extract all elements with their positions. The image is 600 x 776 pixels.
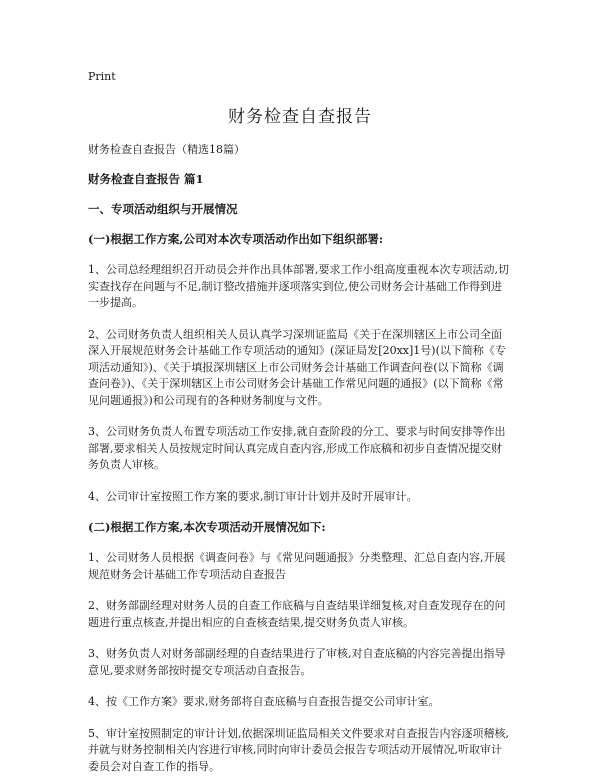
document-subtitle: 财务检查自查报告（精选18篇） xyxy=(88,143,245,156)
print-label: Print xyxy=(88,70,116,83)
heading-activity-progress: (二)根据工作方案,本次专项活动开展情况如下: xyxy=(88,520,326,534)
paragraph: 1、公司总经理组织召开动员会并作出具体部署,要求工作小组高度重视本次专项活动,切实查找存在问题与不足,制订整改措施并逐项落实到位,使公司财务会计基础工作得到进一步提高。 xyxy=(88,263,509,309)
document-title: 财务检查自查报告 xyxy=(228,107,372,127)
section-title: 财务检查自查报告 篇1 xyxy=(88,172,204,186)
heading-organization-deployment: (一)根据工作方案,公司对本次专项活动作出如下组织部署: xyxy=(88,232,384,246)
paragraph: 2、公司财务负责人组织相关人员认真学习深圳证监局《关于在深圳辖区上市公司全面深入开展规范财务会计基础工作专项活动的通知》(深证局发[20xx]1号)(以下简称《专项活动通知》)、《关于填报深圳辖区上市公司财务会计基础工作调查问卷(以下简称《调查问卷》)、《关于深圳辖区上市公司财务会计基础工作常见问题的通报》(以下简称《常见问题通报》)和公司现有的各种财务制度与文件。 xyxy=(88,327,506,407)
paragraph: 4、按《工作方案》要求,财务部将自查底稿与自查报告提交公司审计室。 xyxy=(88,695,440,708)
paragraph: 3、财务负责人对财务部副经理的自查结果进行了审核,对自查底稿的内容完善提出指导意见,要求财务部按时提交专项活动自查报告。 xyxy=(88,647,506,677)
paragraph: 1、公司财务人员根据《调查问卷》与《常见问题通报》分类整理、汇总自查内容,开展规范财务会计基础工作专项活动自查报告 xyxy=(88,551,506,581)
heading-activity-organization: 一、专项活动组织与开展情况 xyxy=(88,202,238,216)
paragraph: 5、审计室按照制定的审计计划,依据深圳证监局相关文件要求对自查报告内容逐项稽核,并就与财务控制相关内容进行审核,同时向审计委员会报告专项活动开展情况,听取审计委员会对自查工作的指导。 xyxy=(88,726,509,773)
paragraph: 4、公司审计室按照工作方案的要求,制订审计计划并及时开展审计。 xyxy=(88,489,418,503)
paragraph: 2、财务部副经理对财务人员的自查工作底稿与自查结果详细复核,对自查发现存在的问题进行重点核查,并提出相应的自查核查结果,提交财务负责人审核。 xyxy=(88,599,506,629)
paragraph: 3、公司财务负责人布置专项活动工作安排,就自查阶段的分工、要求与时间安排等作出部署,要求相关人员按规定时间认真完成自查内容,形成工作底稿和初步自查情况提交财务负责人审核。 xyxy=(88,425,506,471)
